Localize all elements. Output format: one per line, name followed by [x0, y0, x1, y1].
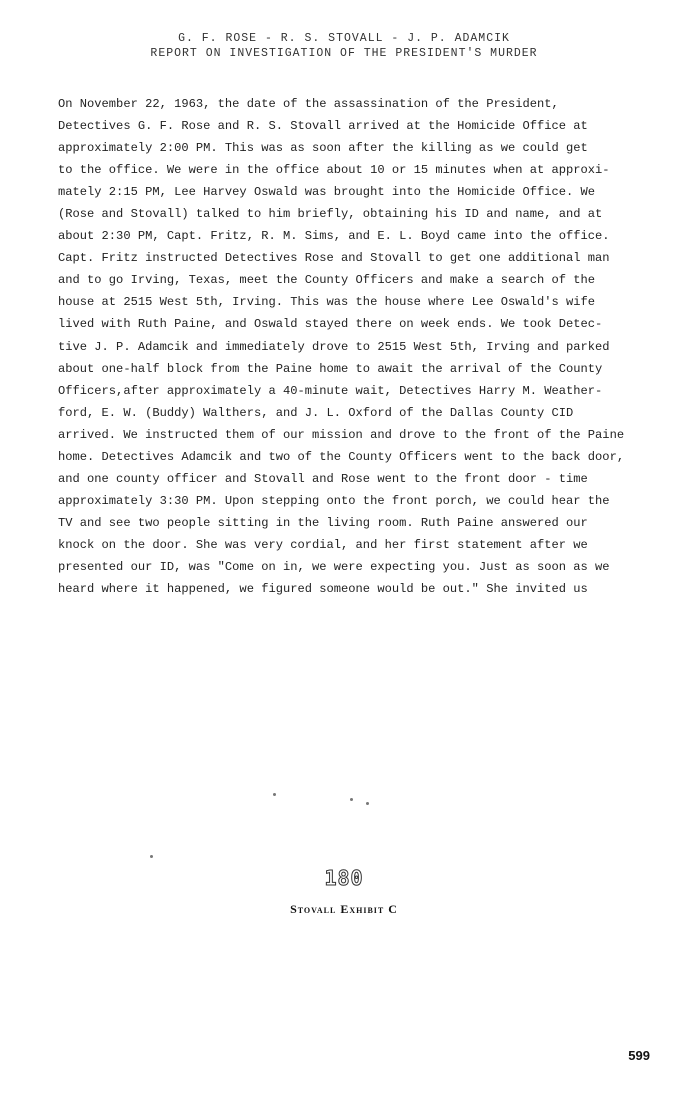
body-line: knock on the door. She was very cordial, and her first statement after we	[58, 537, 588, 552]
body-line: arrived. We instructed them of our mission and drove to the front of the Paine	[58, 427, 625, 442]
body-line: (Rose and Stovall) talked to him briefly, obtaining his ID and name, and at	[58, 207, 603, 222]
ink-speck	[150, 855, 153, 858]
report-body	[58, 93, 638, 600]
body-line: about one-half block from the Paine home to await the arrival of the County	[58, 361, 603, 376]
body-line: lived with Ruth Paine, and Oswald stayed there on week ends. We took Detec-	[58, 317, 603, 332]
handwritten-page-mark: 180	[324, 866, 364, 890]
body-line: Officers,after approximately a 40-minute wait, Detectives Harry M. Weather-	[58, 383, 603, 398]
body-line: ford, E. W. (Buddy) Walthers, and J. L. Oxford of the Dallas County CID	[58, 405, 574, 420]
page-number: 599	[628, 1048, 650, 1063]
body-line: and to go Irving, Texas, meet the County Officers and make a search of the	[58, 273, 596, 288]
ink-speck	[273, 793, 276, 796]
body-line: approximately 2:00 PM. This was as soon after the killing as we could get	[58, 141, 588, 156]
body-line: and one county officer and Stovall and Rose went to the front door - time	[58, 471, 588, 486]
exhibit-label: Stovall Exhibit C	[290, 902, 398, 916]
body-line: approximately 3:30 PM. Upon stepping onto the front porch, we could hear the	[58, 493, 610, 508]
ink-speck	[366, 802, 369, 805]
body-line: house at 2515 West 5th, Irving. This was the house where Lee Oswald's wife	[58, 295, 596, 310]
body-line: Capt. Fritz instructed Detectives Rose and Stovall to get one additional man	[58, 251, 610, 266]
body-line: Detectives G. F. Rose and R. S. Stovall arrived at the Homicide Office at	[58, 119, 588, 134]
body-line: tive J. P. Adamcik and immediately drove to 2515 West 5th, Irving and parked	[58, 339, 610, 354]
body-line: to the office. We were in the office about 10 or 15 minutes when at approxi-	[58, 163, 610, 178]
body-line: about 2:30 PM, Capt. Fritz, R. M. Sims, and E. L. Boyd came into the office.	[58, 229, 610, 244]
body-line: TV and see two people sitting in the living room. Ruth Paine answered our	[58, 515, 588, 530]
report-header-names: G. F. ROSE - R. S. STOVALL - J. P. ADAMCIK	[178, 32, 510, 45]
body-line: heard where it happened, we figured someone would be out." She invited us	[58, 582, 588, 597]
report-header-title: REPORT ON INVESTIGATION OF THE PRESIDENT'S MURDER	[150, 47, 538, 60]
body-line: presented our ID, was "Come on in, we were expecting you. Just as soon as we	[58, 559, 610, 574]
body-line: home. Detectives Adamcik and two of the County Officers went to the back door,	[58, 449, 625, 464]
body-line: mately 2:15 PM, Lee Harvey Oswald was brought into the Homicide Office. We	[58, 185, 596, 200]
ink-speck	[350, 798, 353, 801]
body-line: On November 22, 1963, the date of the assassination of the President,	[58, 97, 559, 111]
